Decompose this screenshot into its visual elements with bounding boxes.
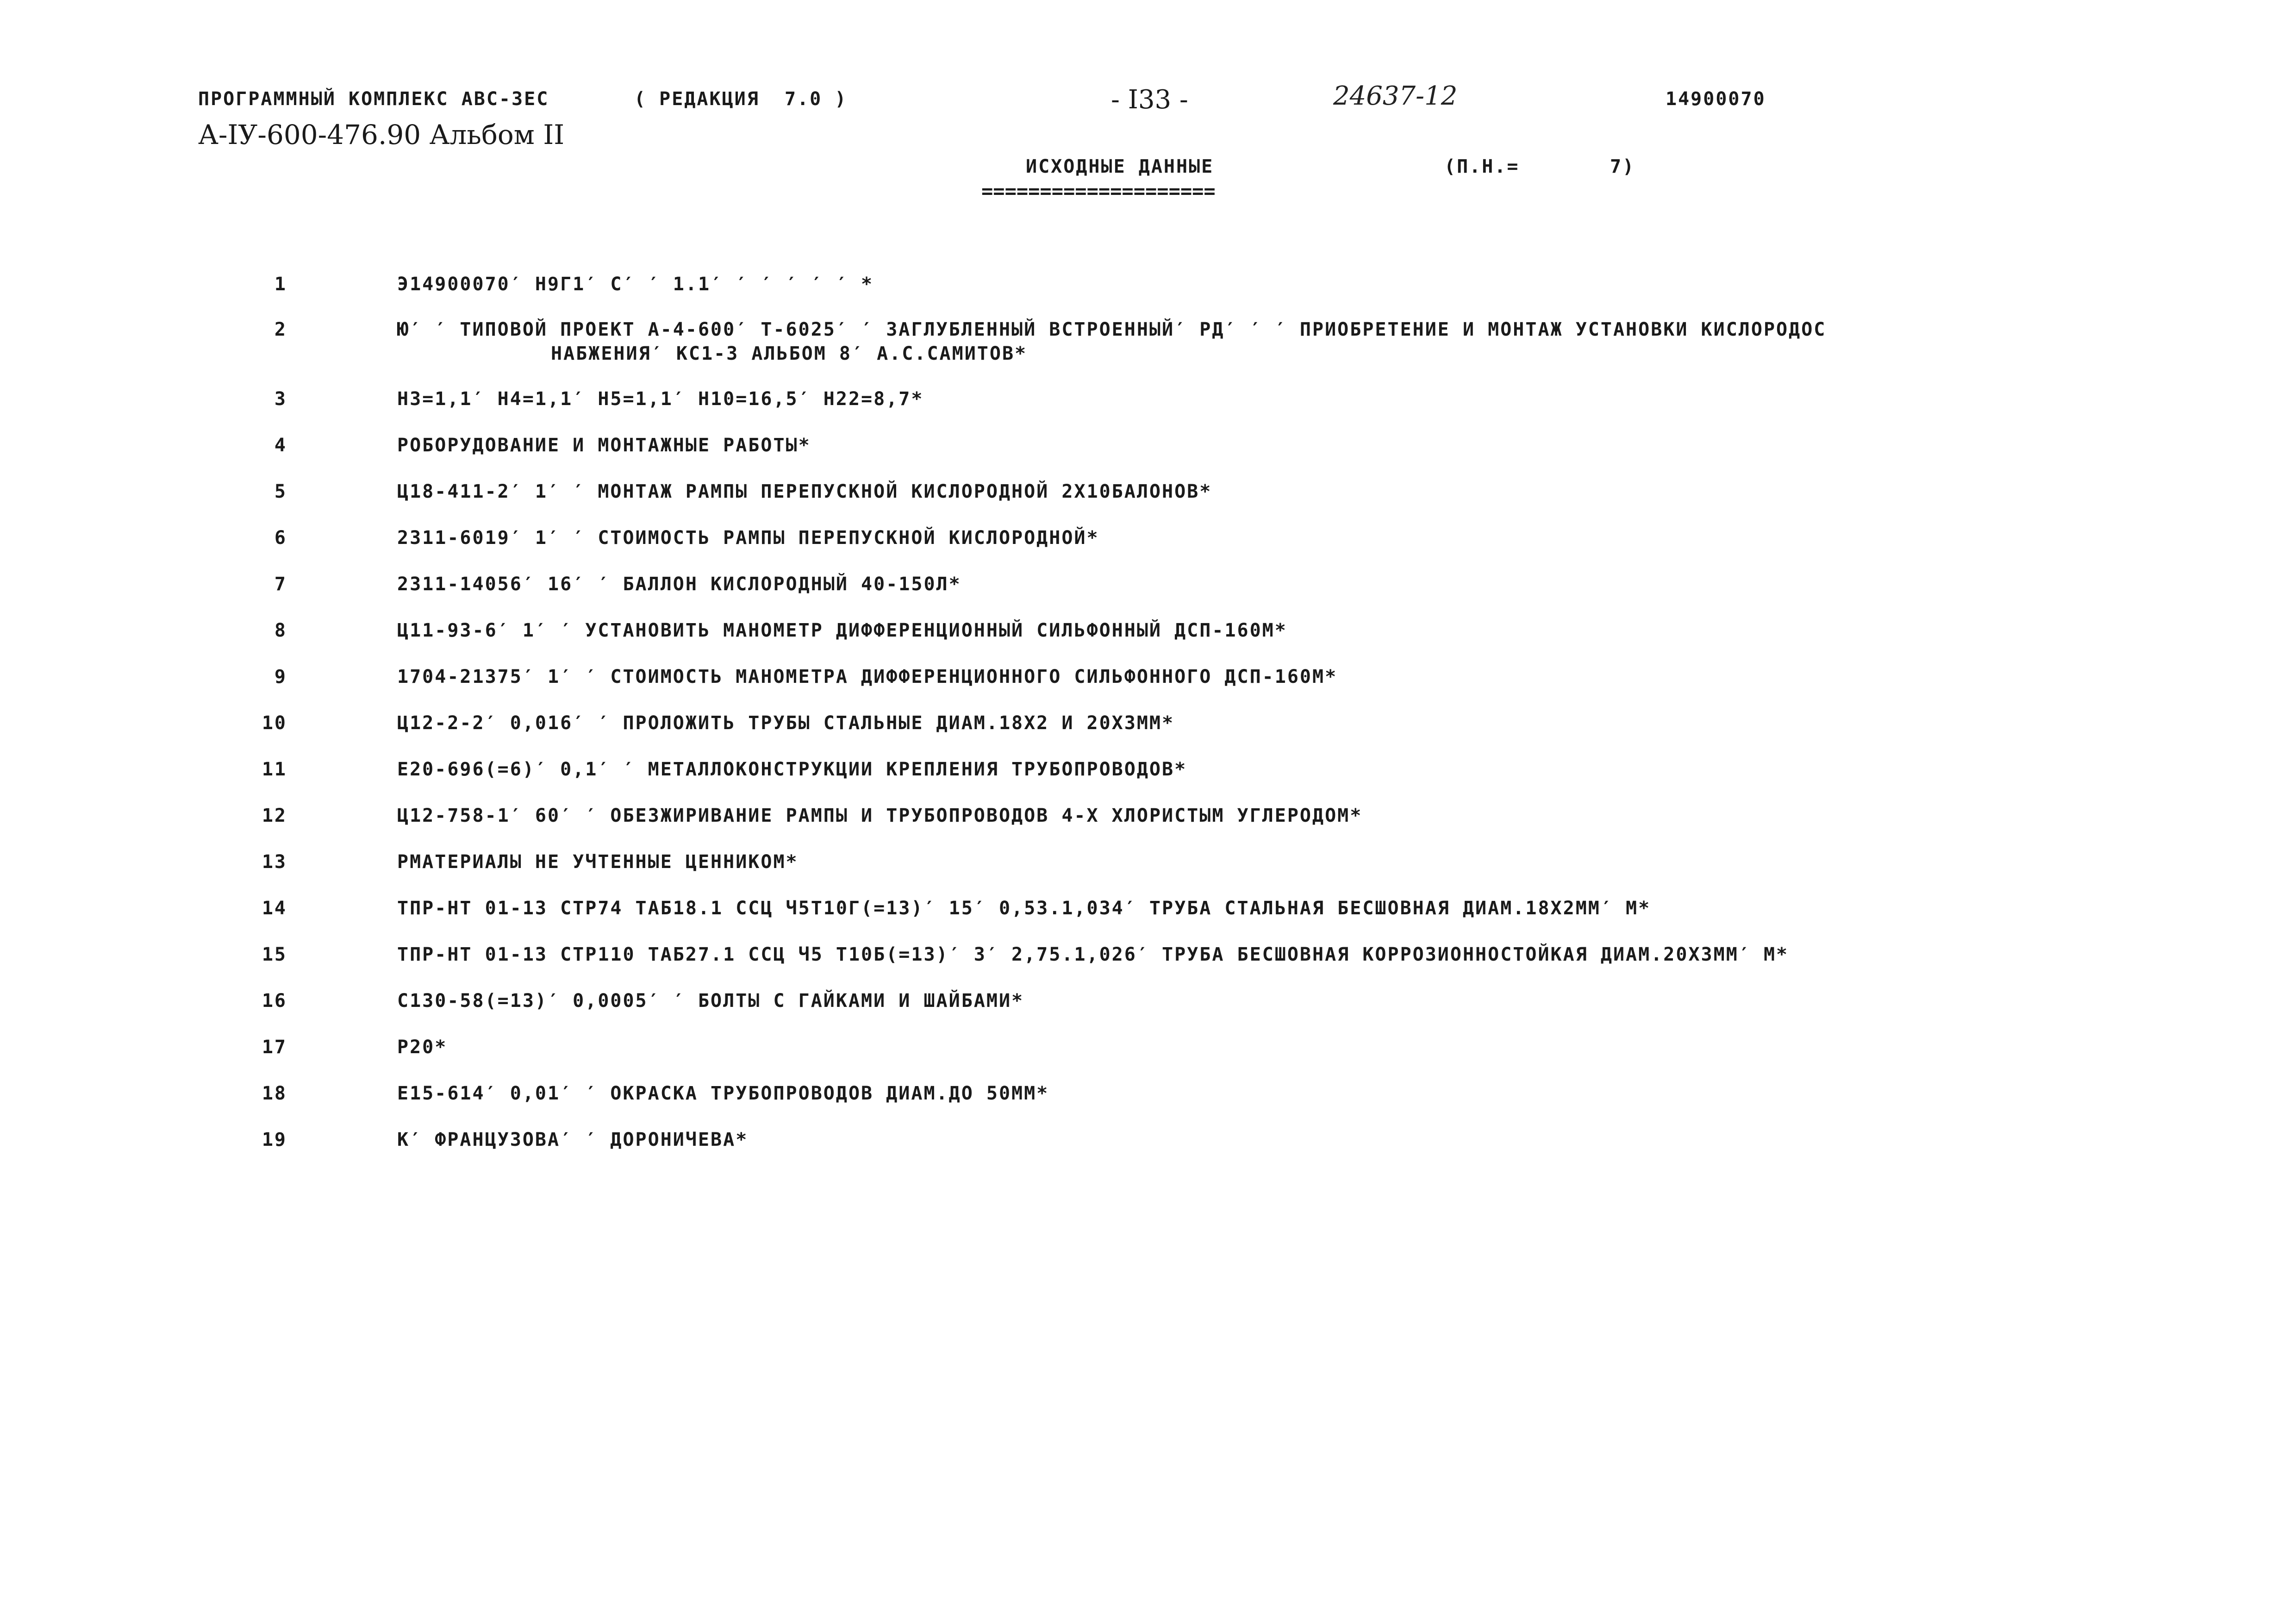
line-continuation: НАБЖЕНИЯ′ КС1-3 АЛЬБОМ 8′ А.С.САМИТОВ*: [551, 343, 1028, 364]
pn-label: (П.Н.=: [1444, 156, 1520, 177]
line-text: ТПР-НТ 01-13 СТР74 ТАБ18.1 ССЦ Ч5Т10Г(=13)′ 15′ 0,53.1,034′ ТРУБА СТАЛЬНАЯ БЕСШОВНАЯ ДИАМ.18Х2ММ′ М*: [397, 898, 1651, 919]
line-number: 19: [262, 1129, 287, 1150]
line-number: 6: [274, 527, 287, 549]
line-text: Е20-696(=6)′ 0,1′ ′ МЕТАЛЛОКОНСТРУКЦИИ КРЕПЛЕНИЯ ТРУБОПРОВОДОВ*: [397, 759, 1187, 780]
line-text: РМАТЕРИАЛЫ НЕ УЧТЕННЫЕ ЦЕННИКОМ*: [397, 851, 799, 873]
line-text: Ц18-411-2′ 1′ ′ МОНТАЖ РАМПЫ ПЕРЕПУСКНОЙ КИСЛОРОДНОЙ 2Х10БАЛОНОВ*: [397, 481, 1212, 502]
line-number: 18: [262, 1083, 287, 1104]
line-number: 3: [274, 388, 287, 410]
section-title: ИСХОДНЫЕ ДАННЫЕ: [1026, 156, 1214, 177]
line-text: 1704-21375′ 1′ ′ СТОИМОСТЬ МАНОМЕТРА ДИФФЕРЕНЦИОННОГО СИЛЬФОННОГО ДСП-160М*: [397, 666, 1338, 687]
line-text: Р20*: [397, 1037, 448, 1058]
line-number: 13: [262, 851, 287, 873]
line-number: 1: [274, 274, 287, 295]
line-number: 12: [262, 805, 287, 826]
handwritten-number: 24637-12: [1333, 81, 1458, 111]
line-text: РОБОРУДОВАНИЕ И МОНТАЖНЫЕ РАБОТЫ*: [397, 435, 811, 456]
section-underline: ====================: [981, 180, 1216, 202]
line-number: 10: [262, 712, 287, 734]
line-number: 8: [274, 620, 287, 641]
line-text: К′ ФРАНЦУЗОВА′ ′ ДОРОНИЧЕВА*: [397, 1129, 749, 1150]
line-number: 16: [262, 990, 287, 1012]
line-number: 4: [274, 435, 287, 456]
line-text: Е15-614′ 0,01′ ′ ОКРАСКА ТРУБОПРОВОДОВ ДИАМ.ДО 50ММ*: [397, 1083, 1049, 1104]
line-number: 9: [274, 666, 287, 687]
line-text: 2311-6019′ 1′ ′ СТОИМОСТЬ РАМПЫ ПЕРЕПУСКНОЙ КИСЛОРОДНОЙ*: [397, 527, 1099, 549]
line-text: 2311-14056′ 16′ ′ БАЛЛОН КИСЛОРОДНЫЙ 40-150Л*: [397, 574, 961, 595]
line-number: 5: [274, 481, 287, 502]
line-number: 2: [274, 319, 287, 340]
page-number: - I33 -: [1111, 85, 1188, 115]
edition-label: ( РЕДАКЦИЯ 7.0 ): [634, 88, 848, 110]
line-text: Э14900070′ Н9Г1′ С′ ′ 1.1′ ′ ′ ′ ′ ′ *: [397, 274, 874, 295]
line-text: С130-58(=13)′ 0,0005′ ′ БОЛТЫ С ГАЙКАМИ И ШАЙБАМИ*: [397, 990, 1024, 1012]
line-number: 14: [262, 898, 287, 919]
album-reference: А-IУ-600-476.90 Альбом II: [198, 119, 565, 150]
pn-value: 7): [1610, 156, 1635, 177]
document-code: 14900070: [1666, 88, 1766, 110]
line-text: Ц12-2-2′ 0,016′ ′ ПРОЛОЖИТЬ ТРУБЫ СТАЛЬНЫЕ ДИАМ.18Х2 И 20Х3ММ*: [397, 712, 1175, 734]
line-number: 17: [262, 1037, 287, 1058]
line-text: Ц11-93-6′ 1′ ′ УСТАНОВИТЬ МАНОМЕТР ДИФФЕРЕНЦИОННЫЙ СИЛЬФОННЫЙ ДСП-160М*: [397, 620, 1287, 641]
line-number: 11: [262, 759, 287, 780]
line-text: Ц12-758-1′ 60′ ′ ОБЕЗЖИРИВАНИЕ РАМПЫ И ТРУБОПРОВОДОВ 4-Х ХЛОРИСТЫМ УГЛЕРОДОМ*: [397, 805, 1363, 826]
line-number: 7: [274, 574, 287, 595]
line-number: 15: [262, 944, 287, 965]
line-text: Н3=1,1′ Н4=1,1′ Н5=1,1′ Н10=16,5′ Н22=8,7*: [397, 388, 924, 410]
line-text: Ю′ ′ ТИПОВОЙ ПРОЕКТ А-4-600′ Т-6025′ ′ ЗАГЛУБЛЕННЫЙ ВСТРОЕННЫЙ′ РД′ ′ ′ ПРИОБРЕТЕНИЕ И МОНТАЖ УСТАНОВКИ КИСЛОРОДОС: [397, 319, 1827, 340]
program-name: ПРОГРАММНЫЙ КОМПЛЕКС АВС-3ЕС: [198, 88, 549, 110]
line-text: ТПР-НТ 01-13 СТР110 ТАБ27.1 ССЦ Ч5 Т10Б(=13)′ 3′ 2,75.1,026′ ТРУБА БЕСШОВНАЯ КОРРОЗИОННОСТОЙКАЯ ДИАМ.20Х3ММ′ М*: [397, 944, 1789, 965]
